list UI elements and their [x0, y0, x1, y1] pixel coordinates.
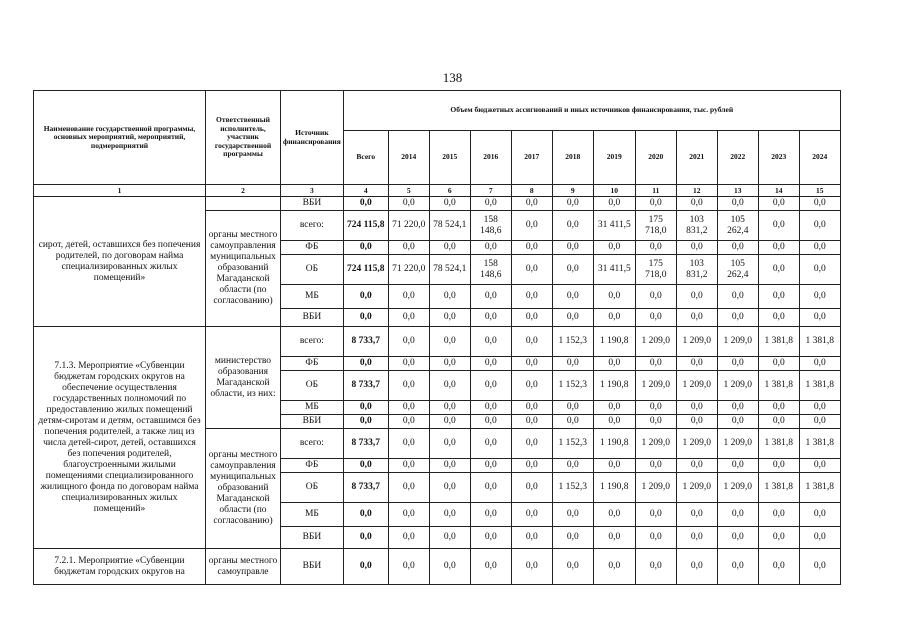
column-number-12: 12	[676, 185, 717, 197]
value-year: 0,0	[470, 459, 511, 473]
value-year: 0,0	[429, 357, 470, 371]
value-year: 0,0	[552, 197, 593, 211]
value-year: 0,0	[635, 503, 676, 527]
column-number-3: 3	[281, 185, 344, 197]
value-year: 1 209,0	[635, 473, 676, 503]
value-total: 0,0	[343, 503, 388, 527]
value-year: 0,0	[388, 309, 429, 327]
header-year-2017: 2017	[511, 131, 552, 185]
value-year: 0,0	[388, 503, 429, 527]
value-year: 0,0	[552, 285, 593, 309]
value-year: 1 381,8	[799, 327, 840, 357]
value-year: 0,0	[758, 309, 799, 327]
value-year: 0,0	[429, 327, 470, 357]
value-year: 0,0	[429, 197, 470, 211]
funding-source: ВБИ	[281, 527, 344, 549]
value-year: 1 381,8	[758, 429, 799, 459]
value-year: 0,0	[511, 549, 552, 585]
value-year: 0,0	[635, 459, 676, 473]
value-year: 1 209,0	[676, 473, 717, 503]
value-year: 175 718,0	[635, 211, 676, 241]
header-responsible-column: Ответственный исполнитель, участник государственной программы	[206, 91, 281, 185]
value-total: 0,0	[343, 285, 388, 309]
funding-source: МБ	[281, 401, 344, 415]
value-year: 0,0	[511, 473, 552, 503]
value-year: 1 152,3	[552, 473, 593, 503]
value-year: 0,0	[470, 473, 511, 503]
value-year: 0,0	[552, 401, 593, 415]
value-total: 0,0	[343, 527, 388, 549]
value-total: 0,0	[343, 415, 388, 429]
value-year: 0,0	[511, 327, 552, 357]
value-year: 0,0	[593, 241, 635, 255]
value-year: 1 209,0	[717, 327, 758, 357]
value-year: 1 381,8	[799, 429, 840, 459]
value-year: 0,0	[511, 309, 552, 327]
value-year: 0,0	[511, 285, 552, 309]
value-year: 0,0	[758, 357, 799, 371]
funding-source: ОБ	[281, 473, 344, 503]
value-year: 0,0	[676, 285, 717, 309]
header-year-2015: 2015	[429, 131, 470, 185]
header-year-2018: 2018	[552, 131, 593, 185]
header-year-2019: 2019	[593, 131, 635, 185]
value-total: 724 115,8	[343, 255, 388, 285]
funding-source: всего:	[281, 211, 344, 241]
value-year: 1 209,0	[676, 429, 717, 459]
value-year: 31 411,5	[593, 211, 635, 241]
funding-source: всего:	[281, 327, 344, 357]
value-year: 1 209,0	[676, 371, 717, 401]
value-year: 175 718,0	[635, 255, 676, 285]
value-year: 0,0	[429, 241, 470, 255]
value-year: 0,0	[676, 197, 717, 211]
funding-source: ВБИ	[281, 309, 344, 327]
header-year-2020: 2020	[635, 131, 676, 185]
responsible-party: органы местного самоуправления муниципальных образований Магаданской области (по согласованию)	[206, 429, 281, 549]
value-year: 0,0	[635, 309, 676, 327]
value-total: 0,0	[343, 459, 388, 473]
value-year: 0,0	[676, 527, 717, 549]
value-year: 0,0	[429, 549, 470, 585]
value-year: 0,0	[470, 549, 511, 585]
funding-source: МБ	[281, 285, 344, 309]
column-number-11: 11	[635, 185, 676, 197]
value-year: 158 148,6	[470, 255, 511, 285]
value-year: 0,0	[511, 255, 552, 285]
value-year: 0,0	[717, 357, 758, 371]
value-year: 1 152,3	[552, 327, 593, 357]
value-year: 0,0	[717, 527, 758, 549]
value-year: 0,0	[799, 309, 840, 327]
value-year: 103 831,2	[676, 211, 717, 241]
value-year: 1 209,0	[676, 327, 717, 357]
value-total: 8 733,7	[343, 473, 388, 503]
column-number-15: 15	[799, 185, 840, 197]
value-year: 0,0	[429, 503, 470, 527]
value-total: 0,0	[343, 401, 388, 415]
funding-source: МБ	[281, 503, 344, 527]
value-year: 0,0	[388, 241, 429, 255]
value-year: 105 262,4	[717, 211, 758, 241]
column-number-10: 10	[593, 185, 635, 197]
column-number-8: 8	[511, 185, 552, 197]
value-year: 0,0	[635, 415, 676, 429]
column-number-1: 1	[34, 185, 206, 197]
value-year: 0,0	[388, 401, 429, 415]
funding-source: ОБ	[281, 255, 344, 285]
header-year-2021: 2021	[676, 131, 717, 185]
value-year: 0,0	[552, 255, 593, 285]
value-year: 0,0	[388, 429, 429, 459]
value-year: 0,0	[676, 357, 717, 371]
header-name-column: Наименование государственной программы, основных мероприятий, мероприятий, подмероприятий	[34, 91, 206, 185]
value-year: 105 262,4	[717, 255, 758, 285]
value-year: 0,0	[799, 527, 840, 549]
value-year: 103 831,2	[676, 255, 717, 285]
value-year: 0,0	[635, 401, 676, 415]
value-year: 1 190,8	[593, 327, 635, 357]
header-year-Всего: Всего	[343, 131, 388, 185]
value-year: 1 209,0	[635, 371, 676, 401]
value-year: 0,0	[799, 401, 840, 415]
value-year: 0,0	[635, 549, 676, 585]
value-year: 0,0	[676, 309, 717, 327]
value-year: 0,0	[552, 211, 593, 241]
value-year: 0,0	[758, 211, 799, 241]
value-year: 1 209,0	[717, 429, 758, 459]
value-year: 0,0	[470, 327, 511, 357]
value-year: 0,0	[717, 285, 758, 309]
value-year: 0,0	[758, 401, 799, 415]
value-year: 0,0	[429, 527, 470, 549]
value-year: 0,0	[470, 401, 511, 415]
value-year: 1 190,8	[593, 371, 635, 401]
value-year: 1 209,0	[635, 327, 676, 357]
funding-source: ВБИ	[281, 197, 344, 211]
value-year: 0,0	[799, 197, 840, 211]
value-year: 1 209,0	[635, 429, 676, 459]
value-year: 0,0	[470, 527, 511, 549]
value-year: 0,0	[429, 309, 470, 327]
value-total: 8 733,7	[343, 429, 388, 459]
responsible-party: органы местного самоуправле	[206, 549, 281, 585]
value-year: 0,0	[511, 241, 552, 255]
value-year: 0,0	[717, 401, 758, 415]
value-year: 0,0	[511, 211, 552, 241]
header-source-column: Источник финансирования	[281, 91, 344, 185]
value-year: 1 381,8	[799, 473, 840, 503]
value-year: 0,0	[511, 401, 552, 415]
value-year: 0,0	[429, 473, 470, 503]
value-year: 0,0	[593, 401, 635, 415]
value-year: 0,0	[470, 503, 511, 527]
value-year: 0,0	[388, 285, 429, 309]
value-year: 0,0	[470, 371, 511, 401]
value-year: 0,0	[676, 459, 717, 473]
value-year: 0,0	[429, 371, 470, 401]
value-year: 0,0	[552, 459, 593, 473]
value-year: 0,0	[429, 429, 470, 459]
header-year-2023: 2023	[758, 131, 799, 185]
value-year: 0,0	[758, 197, 799, 211]
value-year: 0,0	[593, 309, 635, 327]
value-year: 31 411,5	[593, 255, 635, 285]
value-year: 0,0	[388, 473, 429, 503]
responsible-party	[206, 197, 281, 211]
value-year: 0,0	[593, 285, 635, 309]
value-year: 0,0	[552, 357, 593, 371]
value-year: 0,0	[676, 503, 717, 527]
table-row	[34, 549, 841, 585]
value-year: 1 381,8	[758, 327, 799, 357]
table-row	[34, 197, 841, 211]
value-year: 0,0	[470, 309, 511, 327]
value-year: 0,0	[470, 241, 511, 255]
value-year: 1 190,8	[593, 473, 635, 503]
value-year: 1 152,3	[552, 371, 593, 401]
value-year: 0,0	[470, 429, 511, 459]
value-year: 0,0	[676, 549, 717, 585]
header-year-2022: 2022	[717, 131, 758, 185]
value-year: 1 152,3	[552, 429, 593, 459]
column-number-6: 6	[429, 185, 470, 197]
value-year: 0,0	[717, 241, 758, 255]
value-year: 0,0	[388, 549, 429, 585]
value-year: 0,0	[717, 415, 758, 429]
value-year: 1 209,0	[717, 473, 758, 503]
value-year: 0,0	[429, 459, 470, 473]
value-year: 0,0	[758, 459, 799, 473]
value-year: 0,0	[511, 527, 552, 549]
value-year: 0,0	[717, 459, 758, 473]
value-year: 0,0	[635, 357, 676, 371]
value-year: 0,0	[717, 309, 758, 327]
value-year: 0,0	[552, 503, 593, 527]
value-year: 71 220,0	[388, 211, 429, 241]
measure-name: сирот, детей, оставшихся без попечения родителей, по договорам найма специализированных жилых помещений»	[34, 197, 206, 327]
value-year: 0,0	[552, 527, 593, 549]
budget-table	[33, 90, 841, 585]
header-year-2016: 2016	[470, 131, 511, 185]
value-year: 0,0	[799, 549, 840, 585]
value-year: 0,0	[388, 327, 429, 357]
column-number-5: 5	[388, 185, 429, 197]
value-year: 0,0	[511, 415, 552, 429]
funding-source: ФБ	[281, 459, 344, 473]
funding-source: ФБ	[281, 241, 344, 255]
column-number-4: 4	[343, 185, 388, 197]
value-year: 0,0	[593, 197, 635, 211]
value-year: 0,0	[511, 459, 552, 473]
value-year: 0,0	[470, 357, 511, 371]
value-year: 0,0	[676, 415, 717, 429]
value-year: 1 381,8	[758, 371, 799, 401]
value-year: 0,0	[470, 197, 511, 211]
value-year: 1 190,8	[593, 429, 635, 459]
value-year: 158 148,6	[470, 211, 511, 241]
value-year: 0,0	[429, 401, 470, 415]
value-year: 0,0	[593, 549, 635, 585]
value-total: 0,0	[343, 357, 388, 371]
value-year: 0,0	[511, 429, 552, 459]
value-year: 0,0	[388, 357, 429, 371]
value-year: 0,0	[511, 503, 552, 527]
value-total: 8 733,7	[343, 327, 388, 357]
value-year: 0,0	[758, 415, 799, 429]
value-year: 0,0	[758, 255, 799, 285]
value-year: 0,0	[470, 285, 511, 309]
funding-source: ВБИ	[281, 415, 344, 429]
value-year: 0,0	[799, 357, 840, 371]
value-year: 0,0	[635, 197, 676, 211]
funding-source: ВБИ	[281, 549, 344, 585]
value-year: 0,0	[717, 549, 758, 585]
value-year: 0,0	[552, 241, 593, 255]
value-year: 0,0	[388, 371, 429, 401]
value-total: 724 115,8	[343, 211, 388, 241]
value-year: 1 209,0	[717, 371, 758, 401]
value-year: 0,0	[717, 197, 758, 211]
value-year: 0,0	[552, 415, 593, 429]
value-year: 0,0	[511, 357, 552, 371]
value-year: 0,0	[717, 503, 758, 527]
header-funding-title: Объем бюджетных ассигнований и иных источников финансирования, тыс. рублей	[343, 91, 840, 131]
value-year: 0,0	[799, 241, 840, 255]
value-year: 71 220,0	[388, 255, 429, 285]
responsible-party: органы местного самоуправления муниципальных образований Магаданской области (по согласованию)	[206, 211, 281, 327]
value-year: 0,0	[799, 415, 840, 429]
value-year: 0,0	[593, 415, 635, 429]
value-year: 78 524,1	[429, 255, 470, 285]
value-year: 0,0	[593, 503, 635, 527]
value-year: 0,0	[429, 285, 470, 309]
value-total: 8 733,7	[343, 371, 388, 401]
value-year: 0,0	[758, 241, 799, 255]
column-number-2: 2	[206, 185, 281, 197]
value-year: 0,0	[799, 211, 840, 241]
value-year: 0,0	[470, 415, 511, 429]
value-year: 0,0	[511, 371, 552, 401]
measure-name: 7.2.1. Мероприятие «Субвенции бюджетам городских округов на	[34, 549, 206, 585]
value-year: 1 381,8	[799, 371, 840, 401]
value-year: 0,0	[388, 415, 429, 429]
value-year: 0,0	[799, 255, 840, 285]
value-year: 0,0	[593, 357, 635, 371]
page-number: 138	[442, 70, 463, 85]
value-total: 0,0	[343, 197, 388, 211]
value-year: 0,0	[388, 459, 429, 473]
value-year: 0,0	[593, 527, 635, 549]
funding-source: ОБ	[281, 371, 344, 401]
responsible-party: министерство образования Магаданской области, из них:	[206, 327, 281, 429]
measure-name: 7.1.3. Мероприятие «Субвенции бюджетам городских округов на обеспечение осуществления государственных полномочий по предоставлению жилых помещений детям-сиротам и детям, оставшимся без попечения родителей, а также лиц из числа детей-сирот, детей, оставшихся без попечения родителей, благоустроенными жилыми помещениями специализированного жилищного фонда по договорам найма специализированных жилых помещений»	[34, 327, 206, 549]
column-number-14: 14	[758, 185, 799, 197]
value-year: 0,0	[799, 285, 840, 309]
value-year: 0,0	[429, 415, 470, 429]
value-year: 0,0	[799, 459, 840, 473]
value-year: 0,0	[799, 503, 840, 527]
value-year: 0,0	[635, 241, 676, 255]
column-number-7: 7	[470, 185, 511, 197]
value-year: 0,0	[511, 197, 552, 211]
value-year: 0,0	[676, 401, 717, 415]
value-year: 0,0	[758, 503, 799, 527]
value-year: 0,0	[552, 309, 593, 327]
header-year-2024: 2024	[799, 131, 840, 185]
value-total: 0,0	[343, 309, 388, 327]
value-year: 0,0	[388, 197, 429, 211]
funding-source: всего:	[281, 429, 344, 459]
table-row	[34, 327, 841, 357]
value-year: 0,0	[758, 285, 799, 309]
value-year: 0,0	[635, 285, 676, 309]
value-year: 0,0	[758, 527, 799, 549]
value-year: 0,0	[552, 549, 593, 585]
value-year: 0,0	[388, 527, 429, 549]
value-year: 1 381,8	[758, 473, 799, 503]
funding-source: ФБ	[281, 357, 344, 371]
header-year-2014: 2014	[388, 131, 429, 185]
value-total: 0,0	[343, 549, 388, 585]
value-year: 0,0	[758, 549, 799, 585]
value-year: 0,0	[593, 459, 635, 473]
value-year: 78 524,1	[429, 211, 470, 241]
value-total: 0,0	[343, 241, 388, 255]
column-number-9: 9	[552, 185, 593, 197]
value-year: 0,0	[676, 241, 717, 255]
value-year: 0,0	[635, 527, 676, 549]
column-number-13: 13	[717, 185, 758, 197]
